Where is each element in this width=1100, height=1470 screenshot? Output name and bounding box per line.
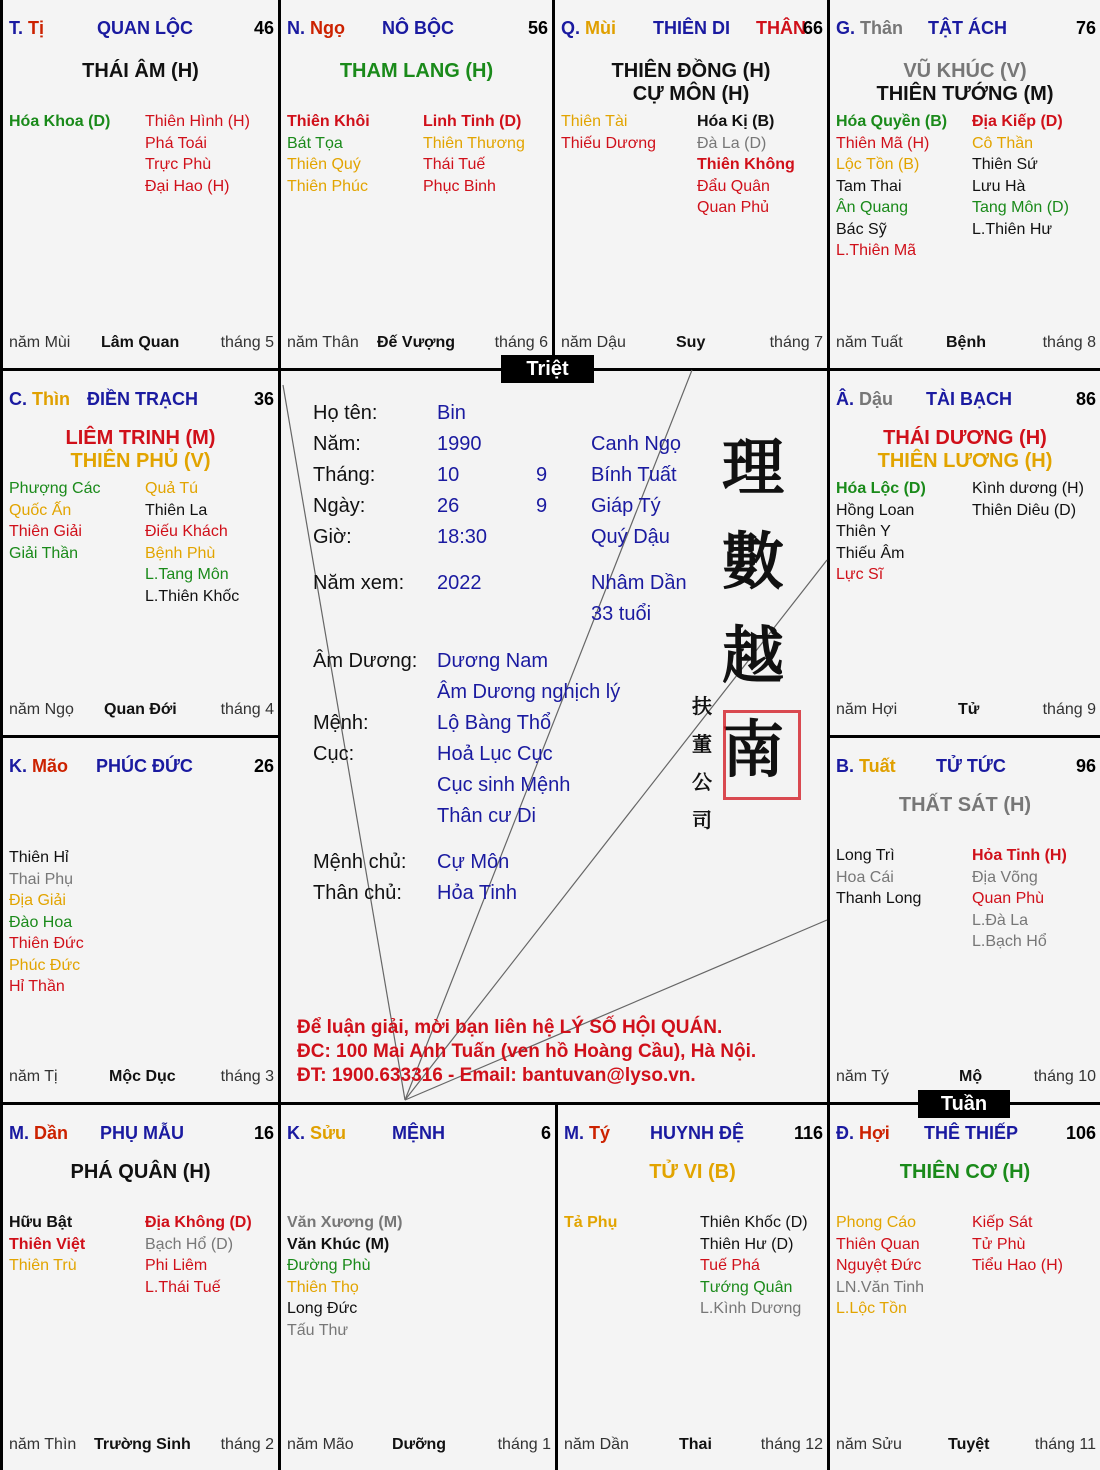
minor-star: Địa Kiếp (D) [972,113,1063,130]
heavenly-stem: M. [9,1123,34,1143]
minor-star: Quả Tú [145,480,199,497]
calligraphy-char: 越 [722,619,785,692]
minor-star: LN.Văn Tinh [836,1278,925,1296]
palace-age: 26 [253,756,274,776]
ngay-am: 9 [536,495,548,517]
menh-value: Lộ Bàng Thổ [437,712,552,734]
nam-xem-can-chi: Nhâm Dần [591,572,687,594]
minor-star: Thiên Khốc (D) [700,1214,808,1231]
footer-stage: Lâm Quan [101,334,180,351]
minor-star: Thiên Thọ [287,1278,359,1296]
small-callig: 扶 [692,694,712,718]
minor-star: Thiếu Âm [836,544,905,562]
major-star: VŨ KHÚC (V) [903,60,1027,82]
minor-star: Văn Khúc (M) [287,1235,390,1253]
minor-star: Đại Hao (H) [145,177,230,195]
minor-star: Hữu Bật [9,1214,73,1231]
minor-star: Cô Thần [972,134,1034,152]
minor-star: Tuế Phá [700,1257,760,1274]
cuc-3: Thân cư Di [437,805,536,827]
major-star: THIÊN ĐỒNG (H) [611,60,771,82]
minor-star: Đẩu Quân [697,177,770,195]
palace-name: QUAN LỘC [97,18,193,38]
minor-star: Thiên Hỉ [9,849,69,866]
major-star: LIÊM TRINH (M) [65,427,216,449]
palace-age: 76 [1075,18,1096,38]
minor-star: Thiên La [145,501,208,519]
tuan-tag: Tuần [918,1090,1010,1118]
palace-age: 86 [1075,389,1096,409]
footer-stage: Dưỡng [392,1436,447,1453]
than-marker: THÂN [756,18,806,38]
footer-year: năm Tý [836,1068,890,1085]
minor-star: L.Kình Dương [700,1300,802,1317]
palace-age: 116 [793,1123,823,1143]
footer-year: năm Tuất [836,334,903,351]
minor-star: Thiên Giải [9,523,82,540]
minor-star: Đào Hoa [9,913,73,931]
palace-age: 96 [1075,756,1096,776]
minor-star: Lực Sĩ [836,566,884,583]
footer-month: tháng 12 [760,1436,823,1453]
minor-star: Giải Thần [9,544,79,562]
footer-year: năm Ngọ [9,701,74,718]
minor-star: Điếu Khách [145,523,228,540]
footer-stage: Trường Sinh [94,1436,191,1453]
minor-star: Bạch Hổ (D) [145,1235,234,1253]
footer-month: tháng 3 [220,1068,274,1085]
minor-star: Tả Phụ [564,1214,618,1231]
minor-star: Bác Sỹ [836,220,887,238]
minor-star: Thái Tuế [423,156,486,173]
minor-star: Phi Liêm [145,1257,208,1274]
earthly-branch: Hợi [859,1123,890,1143]
minor-star: Thanh Long [836,890,922,907]
heavenly-stem: K. [287,1123,311,1143]
minor-star: Phong Cáo [836,1214,917,1231]
menh-label: Mệnh: [313,712,369,734]
footer-month: tháng 6 [494,334,548,351]
contact-line: ĐC: 100 Mai Anh Tuấn (ven hồ Hoàng Cầu), Hà Nội. [297,1041,757,1062]
major-star: THAM LANG (H) [339,60,494,82]
earthly-branch: Sửu [310,1123,347,1143]
palace-age: 66 [802,18,823,38]
cuc-label: Cục: [313,743,355,765]
minor-star: Hóa Khoa (D) [9,113,111,130]
ngay-value: 26 [437,495,460,517]
earthly-branch: Tý [589,1123,611,1143]
footer-year: năm Hợi [836,701,898,718]
thang-am: 9 [536,464,548,486]
minor-star: Tam Thai [836,177,902,195]
earthly-branch: Tuất [859,756,896,776]
footer-stage: Tử [958,701,980,718]
nam-can-chi: Canh Ngọ [591,433,682,455]
nam-xem-value: 2022 [437,572,482,594]
minor-star: Tang Môn (D) [972,199,1069,216]
minor-star: Thiên Diêu (D) [972,501,1077,519]
footer-month: tháng 4 [220,701,274,718]
heavenly-stem: Q. [561,18,586,38]
minor-star: Long Trì [836,847,895,864]
footer-year: năm Dần [564,1436,629,1453]
earthly-branch: Mão [32,756,69,776]
footer-stage: Tuyệt [948,1436,990,1453]
palace-age: 46 [253,18,274,38]
minor-star: Trực Phù [145,156,212,173]
palace-age: 36 [253,389,274,409]
minor-star: Địa Không (D) [145,1214,252,1231]
minor-star: Tấu Thư [287,1321,349,1339]
footer-stage: Mộc Dục [109,1068,176,1085]
minor-star: Bệnh Phù [145,544,216,562]
heavenly-stem: T. [9,18,29,38]
minor-star: L.Tang Môn [145,566,229,583]
palace-age: 16 [253,1123,274,1143]
minor-star: Thiên Phúc [287,177,368,195]
heavenly-stem: B. [836,756,860,776]
minor-star: Hóa Lộc (D) [836,480,926,497]
heavenly-stem: M. [564,1123,589,1143]
gio-label: Giờ: [313,526,352,548]
cuc-2: Cục sinh Mệnh [437,774,571,796]
triet-tag: Triệt [501,355,594,383]
footer-month: tháng 7 [769,334,823,351]
minor-star: Ân Quang [836,199,909,216]
footer-year: năm Mão [287,1436,354,1453]
minor-star: Tiểu Hao (H) [972,1257,1063,1274]
gio-can-chi: Quý Dậu [591,526,670,548]
footer-year: năm Thìn [9,1436,77,1453]
minor-star: Phá Toái [145,134,207,152]
heavenly-stem: N. [287,18,311,38]
major-star: THIÊN CƠ (H) [899,1161,1031,1183]
earthly-branch: Thìn [32,389,71,409]
small-callig: 公 [692,770,712,794]
than-chu-value: Hỏa Tinh [437,882,518,904]
minor-star: Thiên Khôi [287,113,370,130]
minor-star: Linh Tinh (D) [423,113,522,130]
am-duong-value: Dương Nam [437,650,548,672]
thang-value: 10 [437,464,460,486]
calligraphy-char: 理 [722,431,785,504]
footer-stage: Suy [676,334,706,351]
palace-name: MỆNH [392,1123,445,1143]
major-star: THIÊN PHỦ (V) [70,450,211,472]
gio-value: 18:30 [437,526,488,548]
minor-star: Thiên Thương [423,134,525,152]
palace-name: ĐIỀN TRẠCH [87,389,198,409]
major-star: THẤT SÁT (H) [898,794,1032,816]
red-seal-icon [723,710,801,800]
footer-year: năm Dậu [561,334,626,351]
nam-xem-label: Năm xem: [313,572,405,594]
palace-name: PHỤ MẪU [100,1123,184,1143]
minor-star: Hỏa Tinh (H) [972,847,1067,864]
minor-star: L.Lộc Tồn [836,1300,907,1317]
minor-star: Tử Phù [972,1235,1026,1253]
ngay-can-chi: Giáp Tý [591,495,661,517]
earthly-branch: Tị [28,18,45,38]
palace-age: 56 [527,18,548,38]
calligraphy-char: 南 [722,713,785,786]
footer-stage: Quan Đới [104,701,177,718]
nam-label: Năm: [313,433,361,455]
minor-star: Long Đức [287,1300,358,1317]
major-star: THÁI DƯƠNG (H) [883,427,1047,449]
footer-month: tháng 1 [497,1436,551,1453]
minor-star: Nguyệt Đức [836,1257,922,1274]
minor-star: Kình dương (H) [972,480,1084,497]
minor-star: Thiên Y [836,523,891,540]
palace-name: THÊ THIẾP [924,1123,1019,1143]
palace-name: THIÊN DI [653,18,731,38]
nam-value: 1990 [437,433,482,455]
minor-star: Thiên Đức [9,935,84,952]
menh-chu-value: Cự Môn [437,851,510,873]
footer-stage: Thai [679,1436,712,1453]
palace-name: TÀI BẠCH [926,389,1012,409]
am-duong-2: Âm Dương nghịch lý [437,681,621,703]
heavenly-stem: G. [836,18,861,38]
heavenly-stem: Đ. [836,1123,860,1143]
minor-star: Thiên Quý [287,156,361,173]
minor-star: Quốc Ấn [9,501,72,519]
minor-star: L.Bạch Hổ [972,933,1047,950]
footer-month: tháng 2 [220,1436,274,1453]
earthly-branch: Mùi [585,18,617,38]
footer-year: năm Mùi [9,334,71,351]
minor-star: Đường Phù [287,1257,371,1274]
minor-star: Bát Tọa [287,134,343,152]
palace-name: NÔ BỘC [382,18,454,38]
minor-star: Hóa Quyền (B) [836,113,948,130]
minor-star: Phục Binh [423,177,496,195]
minor-star: L.Thái Tuế [145,1278,221,1296]
earthly-branch: Thân [860,18,904,38]
footer-month: tháng 5 [220,334,274,351]
minor-star: Thiên Quan [836,1235,920,1253]
footer-stage: Đế Vượng [377,334,456,351]
minor-star: Đà La (D) [697,134,767,152]
footer-month: tháng 9 [1042,701,1096,718]
minor-star: Thiên Không [697,156,795,173]
than-chu-label: Thân chủ: [313,882,402,904]
ho-ten-label: Họ tên: [313,402,378,424]
minor-star: Hỉ Thần [9,978,65,995]
heavenly-stem: Â. [836,389,860,409]
minor-star: Thiếu Dương [561,134,657,152]
small-callig: 司 [692,808,712,832]
palace-name: TẬT ÁCH [928,18,1007,38]
footer-stage: Mộ [959,1068,983,1085]
minor-star: Thiên Mã (H) [836,134,930,152]
heavenly-stem: K. [9,756,33,776]
palace-age: 106 [1065,1123,1096,1143]
contact-line: ĐT: 1900.633316 - Email: bantuvan@lyso.vn. [297,1065,696,1086]
cuc-value: Hoả Lục Cục [437,743,553,765]
ho-ten-value: Bin [437,402,466,424]
minor-star: Thiên Việt [9,1235,86,1253]
ngay-label: Ngày: [313,495,366,517]
minor-star: Văn Xương (M) [287,1214,403,1231]
minor-star: Hồng Loan [836,501,915,519]
minor-star: Kiếp Sát [972,1214,1033,1231]
palace-name: TỬ TỨC [936,756,1006,776]
minor-star: Thiên Sứ [972,156,1038,173]
major-star: CỰ MÔN (H) [632,83,750,105]
minor-star: Lưu Hà [972,177,1026,195]
minor-star: Thiên Hư (D) [700,1235,794,1253]
footer-year: năm Sửu [836,1436,902,1453]
minor-star: Lộc Tồn (B) [836,156,920,173]
footer-year: năm Tị [9,1068,58,1085]
major-star: PHÁ QUÂN (H) [70,1161,211,1183]
earthly-branch: Ngọ [310,18,346,38]
minor-star: Tướng Quân [700,1278,793,1296]
palace-name: HUYNH ĐỆ [650,1123,745,1143]
thang-can-chi: Bính Tuất [591,464,677,486]
palace-name: PHÚC ĐỨC [96,756,193,776]
thang-label: Tháng: [313,464,376,486]
minor-star: L.Thiên Mã [836,242,917,259]
palace-age: 6 [540,1123,551,1143]
small-callig: 董 [692,732,712,756]
minor-star: L.Thiên Khốc [145,587,240,605]
minor-star: Thiên Trù [9,1257,77,1274]
minor-star: Hóa Kị (B) [697,113,775,130]
minor-star: Thai Phụ [9,870,74,888]
major-star: THÁI ÂM (H) [82,60,199,82]
footer-month: tháng 11 [1034,1436,1096,1453]
tuoi: 33 tuổi [591,603,652,625]
footer-month: tháng 8 [1042,334,1096,351]
minor-star: L.Đà La [972,911,1029,929]
minor-star: Thiên Tài [561,113,628,130]
minor-star: Hoa Cái [836,868,894,886]
minor-star: L.Thiên Hư [972,220,1053,238]
minor-star: Quan Phù [972,890,1045,907]
minor-star: Địa Võng [972,868,1038,886]
footer-stage: Bệnh [946,334,986,351]
minor-star: Quan Phủ [697,199,770,216]
earthly-branch: Dậu [859,389,894,409]
menh-chu-label: Mệnh chủ: [313,851,407,873]
major-star: THIÊN LƯƠNG (H) [877,450,1053,472]
minor-star: Thiên Hình (H) [145,113,250,130]
footer-month: tháng 10 [1033,1068,1096,1085]
footer-year: năm Thân [287,334,359,351]
major-star: TỬ VI (B) [649,1161,736,1183]
major-star: THIÊN TƯỚNG (M) [876,83,1054,105]
earthly-branch: Dần [34,1123,69,1143]
minor-star: Phúc Đức [9,956,81,974]
minor-star: Địa Giải [9,892,66,909]
calligraphy-char: 數 [722,525,785,598]
am-duong-label: Âm Dương: [313,650,418,672]
heavenly-stem: C. [9,389,33,409]
contact-line: Để luận giải, mời bạn liên hệ LÝ SỐ HỘI QUÁN. [297,1017,723,1038]
minor-star: Phượng Các [9,480,101,497]
